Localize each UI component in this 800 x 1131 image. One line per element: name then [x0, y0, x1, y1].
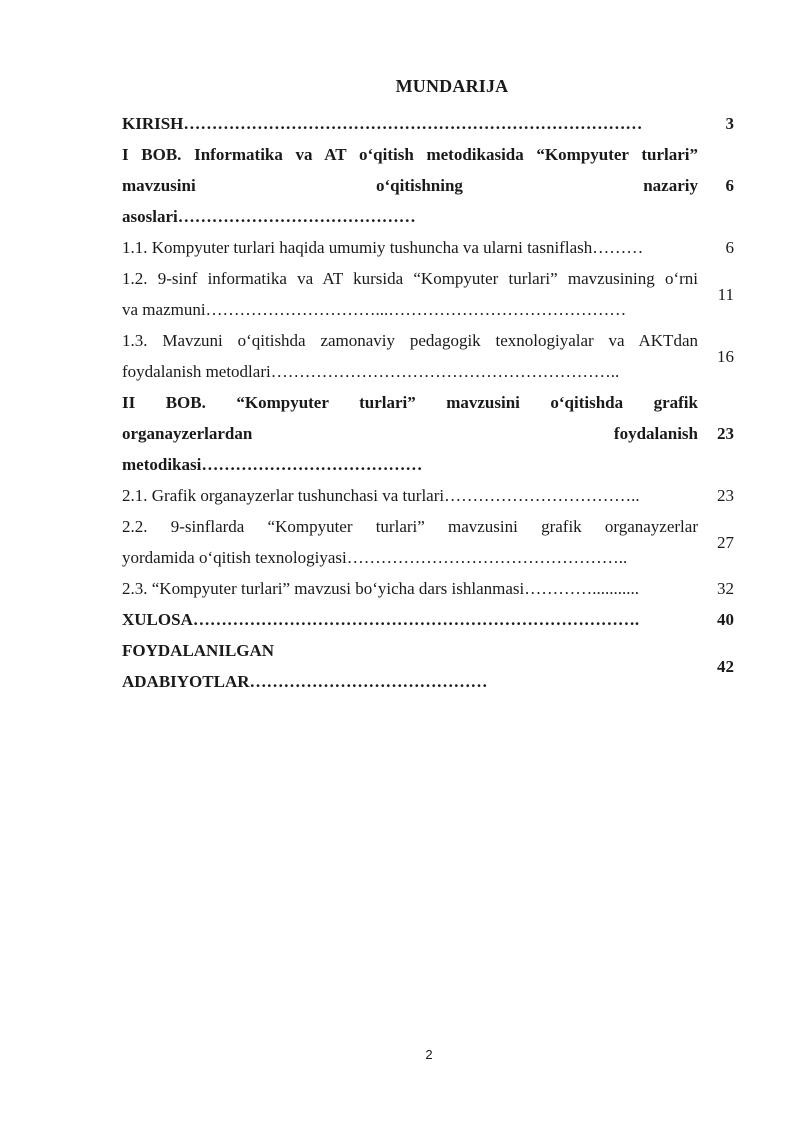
- toc-entry: [122, 573, 734, 604]
- toc-entry-line: organayzerlardan foydalanish: [122, 424, 698, 443]
- toc-entry-title: [122, 635, 698, 697]
- toc-entry-line: 2.3. “Kompyuter turlari” mavzusi bo‘yicha dars ishlanmasi…………...........: [122, 579, 639, 598]
- toc-entry-line: 1.2. 9-sinf informatika va AT kursida “Kompyuter turlari” mavzusining o‘rni: [122, 269, 698, 288]
- toc-entry-title: [122, 604, 698, 635]
- toc-entry-page-number: 32: [717, 579, 734, 598]
- toc-entry-line: 2.2. 9-sinflarda “Kompyuter turlari” mavzusini grafik organayzerlar: [122, 517, 698, 536]
- toc-entry-page-number: 40: [717, 610, 734, 629]
- toc-entry-line: XULOSA…………………………………………………………………….: [122, 610, 640, 629]
- toc-entry-title: [122, 263, 698, 325]
- toc-entry-title: [122, 232, 698, 263]
- toc-entry-line: yordamida o‘qitish texnologiyasi…………………………………………..: [122, 548, 628, 567]
- toc-title: MUNDARIJA: [395, 76, 509, 96]
- toc-entry: [122, 108, 734, 139]
- toc-entry-page-number: 16: [717, 346, 734, 366]
- toc-entry-page-number: 11: [717, 284, 734, 304]
- toc-entry-line: 1.1. Kompyuter turlari haqida umumiy tushuncha va ularni tasniflash………: [122, 238, 644, 257]
- toc-entry-line: asoslari……………………………………: [122, 207, 416, 226]
- toc-entry: [122, 635, 734, 697]
- toc-entry-line: 2.1. Grafik organayzerlar tushunchasi va turlari……………………………..: [122, 486, 640, 505]
- toc-entry-line: II BOB. “Kompyuter turlari” mavzusini o‘qitishda grafik: [122, 393, 698, 412]
- toc-entry-line: mavzusini o‘qitishning nazariy: [122, 176, 698, 195]
- toc-entry-line: KIRISH………………………………………………………………………: [122, 114, 643, 133]
- toc-entry: [122, 325, 734, 387]
- toc-entry-line: ADABIYOTLAR……………………………………: [122, 672, 488, 691]
- toc-entry-line: I BOB. Informatika va AT o‘qitish metodikasida “Kompyuter turlari”: [122, 145, 698, 164]
- toc-entry-title: [122, 387, 698, 480]
- table-of-contents: [122, 108, 734, 697]
- toc-entry-page-number: 6: [725, 238, 734, 257]
- toc-entry-line: metodikasi…………………………………: [122, 455, 423, 474]
- toc-entry: [122, 480, 734, 511]
- toc-entry-page-number: 42: [717, 656, 734, 676]
- toc-entry-line: foydalanish metodlari……………………………………………………..: [122, 362, 620, 381]
- page-number: 2: [425, 1047, 433, 1062]
- toc-entry-title: [122, 108, 698, 139]
- toc-entry-line: 1.3. Mavzuni o‘qitishda zamonaviy pedagogik texnologiyalar va AKTdan: [122, 331, 698, 350]
- toc-entry: [122, 511, 734, 573]
- toc-entry: [122, 232, 734, 263]
- toc-entry-page-number: 27: [717, 532, 734, 552]
- toc-entry-page-number: 3: [725, 114, 734, 133]
- toc-entry: [122, 139, 734, 232]
- toc-entry: [122, 387, 734, 480]
- toc-entry-title: [122, 139, 698, 232]
- toc-entry: [122, 263, 734, 325]
- toc-entry-page-number: 23: [717, 424, 734, 443]
- toc-entry-page-number: 6: [725, 176, 734, 195]
- toc-entry-line: FOYDALANILGAN: [122, 641, 275, 660]
- toc-entry-title: [122, 511, 698, 573]
- toc-entry-page-number: 23: [717, 486, 734, 505]
- toc-entry-line: va mazmuni…………………………...……………………………………: [122, 300, 627, 319]
- toc-entry-title: [122, 325, 698, 387]
- toc-entry-title: [122, 480, 698, 511]
- toc-entry: [122, 604, 734, 635]
- toc-entry-title: [122, 573, 698, 604]
